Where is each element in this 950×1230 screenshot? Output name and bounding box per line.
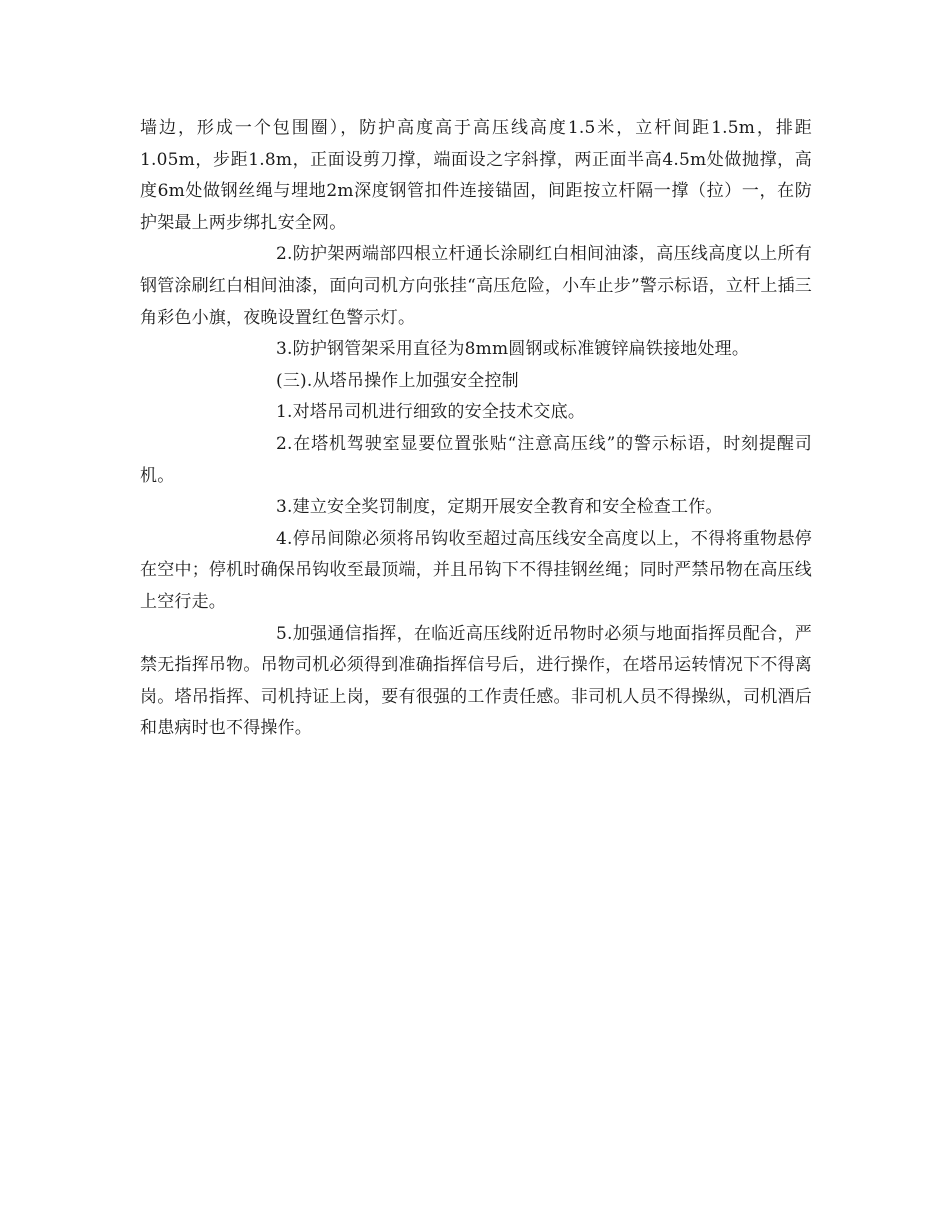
paragraph-continuation: 墙边，形成一个包围圈），防护高度高于高压线高度1.5米，立杆间距1.5m，排距1.05m，步距1.8m，正面设剪刀撑，端面设之字斜撑，两正面半高4.5m处做抛撑，高度6m处做钢丝绳与埋地2m深度钢管扣件连接锚固，间距按立杆隔一撑（拉）一，在防护架最上两步绑扎安全网。 — [140, 118, 812, 233]
paragraph-item-1-briefing: 1.对塔吊司机进行细致的安全技术交底。 — [276, 402, 586, 423]
paragraph-item-2-warning-sign: 2.在塔机驾驶室显要位置张贴“注意高压线”的警示标语，时刻提醒司机。 — [140, 433, 812, 486]
paragraph-item-2-paint: 2.防护架两端部四根立杆通长涂刷红白相间油漆，高压线高度以上所有钢管涂刷红白相间油漆，面向司机方向张挂“高压危险，小车止步”警示标语，立杆上插三角彩色小旗，夜晚设置红色警示灯。 — [140, 244, 812, 328]
paragraph-item-3-grounding: 3.防护钢管架采用直径为8mm圆钢或标准镀锌扁铁接地处理。 — [276, 339, 750, 360]
paragraph-item-5-communication: 5.加强通信指挥，在临近高压线附近吊物时必须与地面指挥员配合，严禁无指挥吊物。吊物司机必须得到准确指挥信号后，进行操作，在塔吊运转情况下不得离岗。塔吊指挥、司机持证上岗，要有很强的工作责任感。非司机人员不得操纵，司机酒后和患病时也不得操作。 — [140, 623, 812, 739]
paragraph-item-3-reward-system: 3.建立安全奖罚制度，定期开展安全教育和安全检查工作。 — [276, 497, 723, 518]
document-body — [140, 113, 812, 745]
paragraph-item-4-hook: 4.停吊间隙必须将吊钩收至超过高压线安全高度以上，不得将重物悬停在空中；停机时确保吊钩收至最顶端，并且吊钩下不得挂钢丝绳；同时严禁吊物在高压线上空行走。 — [140, 528, 812, 612]
section-heading-3: (三).从塔吊操作上加强安全控制 — [276, 370, 519, 391]
